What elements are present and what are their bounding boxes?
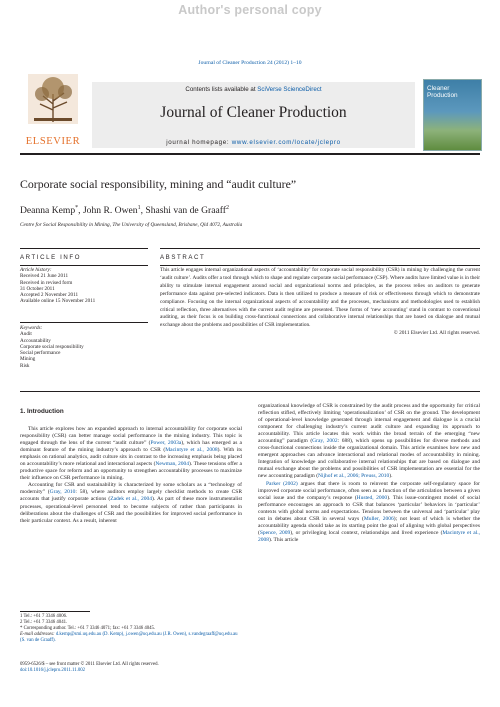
abstract-text: This article engages internal organizational aspects of ‘accountability’ for corporate social responsibility (CSR) in mining by challenging the current ‘audit culture’. Audits offer a tool through which to shape and regulate corporate social performance (CSP). Where audits have limited value is in their ability to stimulate internal engagement around social and organizational norms and principles, as the process relies on auditors to generate performance data against pre-selected indicators. Data is then utilized to produce a measure of risk or effectiveness through which to demonstrate compliance. Focusing on the internal organizational aspects of accountability and the processes, mechanisms and methodologies used to establish critical reflection, three alternatives with the current audit regime are presented. These forms of ‘new accounting’ stand in contrast to conventional auditing, as their focus is on building cross-functional connections and collaborative internal relationships that are based on dialogue and mutual exchange about the problems and possibilities of CSR implementation. bbox=[160, 267, 480, 329]
author-mark[interactable]: 1 bbox=[137, 205, 141, 211]
body-text: ). This article bbox=[269, 536, 299, 543]
citation-link[interactable]: Macintyre et al., 2008 bbox=[165, 447, 218, 454]
journal-homepage-line bbox=[92, 139, 415, 146]
footnote-rule bbox=[20, 611, 90, 612]
body-text: ), or privileging local context, relationships and lived experience ( bbox=[290, 529, 443, 536]
contents-prefix: Contents lists available at bbox=[185, 86, 258, 93]
citation-link[interactable]: Husted, 2000 bbox=[356, 494, 388, 501]
body-text: : 58), where auditors employ largely checklist methods to create CSR accounts that justify corporate actions ( bbox=[20, 489, 243, 503]
abstract-heading: ABSTRACT bbox=[160, 254, 206, 261]
journal-citation-link[interactable]: Journal of Cleaner Production 24 (2012) 1–10 bbox=[198, 60, 302, 66]
body-text: ); not least of which is whether the accountability agenda should take as its starting point the goal of aligning with global perspectives ( bbox=[258, 515, 481, 536]
keyword: Risk bbox=[20, 362, 30, 369]
citation-link[interactable]: Nijhof et al., 2006; Preuss, 2010 bbox=[318, 473, 390, 480]
keywords-block bbox=[20, 325, 148, 369]
body-column-right bbox=[258, 403, 480, 544]
citation-link[interactable]: Newman, 2004 bbox=[155, 461, 190, 468]
keyword: Mining bbox=[20, 356, 36, 363]
citation-link[interactable]: Parker (2002) bbox=[266, 480, 298, 487]
citation-link[interactable]: Zadek et al., 2004 bbox=[110, 496, 152, 503]
body-text: ), which has emerged as a dominant feature of the mining industry’s approach to CSR ( bbox=[20, 440, 242, 454]
history-line: 31 October 2011 bbox=[20, 285, 55, 292]
citation-link[interactable]: Spence, 2009 bbox=[259, 529, 291, 536]
author-list: Deanna Kemp*, John R. Owen$^1$, Shashi van de Graaff$^2$ bbox=[20, 205, 229, 217]
citation-link[interactable]: Power, 2003a bbox=[150, 440, 182, 447]
issn-line: 0959-6526/$ – see front matter © 2011 Elsevier Ltd. All rights reserved. bbox=[20, 662, 159, 667]
footnote-corresponding: * Corresponding author. Tel.: +61 7 3346 4071; fax: +61 7 3346 4045. bbox=[20, 625, 156, 631]
email-addresses[interactable]: d.kemp@smi.uq.edu.au (D. Kemp), j.owen@uq.edu.au (J.R. Owen), s.vandegraaff@uq.edu.au (S. van de Graaff). bbox=[20, 631, 238, 643]
footnote-tel-2: 2 Tel.: +61 7 3346 4041. bbox=[20, 619, 68, 625]
abstract-top-rule bbox=[160, 248, 480, 249]
elsevier-logo bbox=[20, 72, 86, 146]
abstract-body bbox=[160, 267, 480, 338]
citation-link[interactable]: Macintyre et al., 2008 bbox=[258, 529, 480, 543]
contents-available-line bbox=[92, 86, 415, 93]
body-paragraph bbox=[20, 426, 242, 482]
watermark-text: Author's personal copy bbox=[178, 3, 322, 17]
header-rule bbox=[20, 153, 480, 155]
body-text: : 688), which opens up possibilities for diverse methods and cross-functional connections inside the organizational domain. This article examines how new and emergent approaches can advance interactional and relational modes of accountability in mining. Integration of knowledge and collaborative internal relationships that are based on dialogue and mutual exchange about the problems and possibilities of CSR implementation are essential for the new accounting paradigm ( bbox=[258, 438, 480, 480]
article-info-heading: ARTICLE INFO bbox=[20, 254, 82, 261]
body-paragraph bbox=[20, 482, 242, 524]
keyword: Corporate social responsibility bbox=[20, 343, 84, 350]
doi-link[interactable]: doi:10.1016/j.jclepro.2011.11.002 bbox=[20, 667, 86, 673]
body-paragraph bbox=[258, 403, 480, 481]
article-history bbox=[20, 267, 148, 305]
journal-title: Journal of Cleaner Production bbox=[160, 104, 347, 121]
front-matter-note bbox=[20, 662, 320, 674]
body-text: ). With its emphasis on rational analytics, audit culture sits in contrast to the increasing emphasis being placed on accountability’s more relational and interactional aspects ( bbox=[20, 447, 242, 468]
body-column-left bbox=[20, 426, 242, 525]
homepage-prefix: journal homepage: bbox=[166, 139, 232, 146]
history-line: Available online 15 November 2011 bbox=[20, 298, 96, 305]
body-text: organizational knowledge of CSR is constrained by the audit process and the opportunity for critical reflection stifled, effectively limiting ‘operationalization’ of CSR on the ground. The development of operational-level knowledge generated through internal engagement and dialogue is a crucial component for challenging industry’s current audit culture and expanding its approach to accountability. This article locates this work within the broad terrain of the emerging “new accounting” paradigm ( bbox=[258, 403, 480, 445]
abstract-heading-rule bbox=[160, 265, 480, 266]
article-title: Corporate social responsibility, mining and “audit culture” bbox=[20, 177, 297, 191]
citation-link[interactable]: Gray, 2002 bbox=[312, 438, 338, 445]
keyword: Audit bbox=[20, 331, 32, 338]
journal-homepage-link[interactable]: www.elsevier.com/locate/jclepro bbox=[231, 139, 341, 146]
body-text: This article explores how an expanded approach to internal accountability for corporate social responsibility (CSR) can better manage social performance in the mining industry. This topic is engaged through the lens of the current “audit culture” ( bbox=[20, 426, 242, 447]
journal-cover-image bbox=[423, 79, 482, 151]
history-line: Received in revised form bbox=[20, 279, 73, 286]
article-info-heading-rule bbox=[20, 265, 148, 266]
article-info-top-rule bbox=[20, 248, 148, 249]
footnotes bbox=[20, 614, 242, 644]
author-name: Shashi van de Graaff bbox=[145, 205, 226, 217]
copyright-notice: © 2011 Elsevier Ltd. All rights reserved. bbox=[393, 330, 480, 337]
keywords-label: Keywords: bbox=[20, 325, 43, 331]
footnote-emails bbox=[20, 632, 242, 644]
author-mark[interactable]: 2 bbox=[225, 205, 229, 211]
author-name: Deanna Kemp bbox=[20, 205, 76, 217]
body-text: ). bbox=[389, 473, 393, 480]
front-matter-bottom-rule bbox=[20, 391, 480, 392]
footnote-tel-1: 1 Tel.: +61 7 3346 4006. bbox=[20, 614, 68, 619]
author-name: John R. Owen bbox=[82, 205, 138, 217]
history-label: Article history: bbox=[20, 267, 52, 273]
author-mark[interactable]: * bbox=[75, 205, 79, 211]
keywords-rule bbox=[20, 322, 148, 323]
keyword: Accountability bbox=[20, 337, 51, 344]
sciencedirect-link[interactable]: SciVerse ScienceDirect bbox=[257, 86, 322, 93]
email-label: E-mail addresses: bbox=[20, 631, 55, 637]
section-heading-introduction: 1. Introduction bbox=[20, 408, 64, 415]
keyword: Social performance bbox=[20, 350, 61, 357]
body-paragraph bbox=[258, 481, 480, 544]
citation-link[interactable]: Muller, 2006 bbox=[363, 515, 394, 522]
elsevier-tree-icon bbox=[28, 74, 78, 124]
body-text: ). As part of these more instrumentalist processes, operational-level personnel tend to become subjects of rather than participants in deliberations about the challenges of CSR and the possibilities for improved social performance in their particular context. As a result, inherent bbox=[20, 496, 242, 524]
body-text: Accounting for CSR and sustainability is characterized by some scholars as a “technology of modernity” ( bbox=[20, 482, 242, 496]
history-line: Received 21 June 2011 bbox=[20, 273, 69, 280]
cover-title: Cleaner Production bbox=[427, 85, 458, 99]
history-line: Accepted 2 November 2011 bbox=[20, 292, 79, 299]
body-text: ). This issue-contingent model of social performance encourages an approach to CSR that balances ‘particular’ behaviors in ‘particular’ contexts with global norms and expectations. Tensions between the universal and ‘particular’ play out in debates about CSR in several ways ( bbox=[258, 494, 480, 522]
author-affiliation: Centre for Social Responsibility in Mining, The University of Queensland, Brisbane, Qld 4072, Australia bbox=[20, 222, 243, 228]
body-text: ). These tensions offer a productive space for reform and an opportunity to strengthen accountability processes to maximize their influence on CSR performance in mining. bbox=[20, 461, 242, 482]
body-text: argues that there is room to reinvent the corporate self-regulatory space for improved corporate social performance, often seen as a function of the articulation between a given social issue and the company’s response ( bbox=[258, 480, 480, 501]
citation-link[interactable]: Gray, 2010 bbox=[49, 489, 76, 496]
elsevier-wordmark: ELSEVIER bbox=[25, 136, 81, 147]
